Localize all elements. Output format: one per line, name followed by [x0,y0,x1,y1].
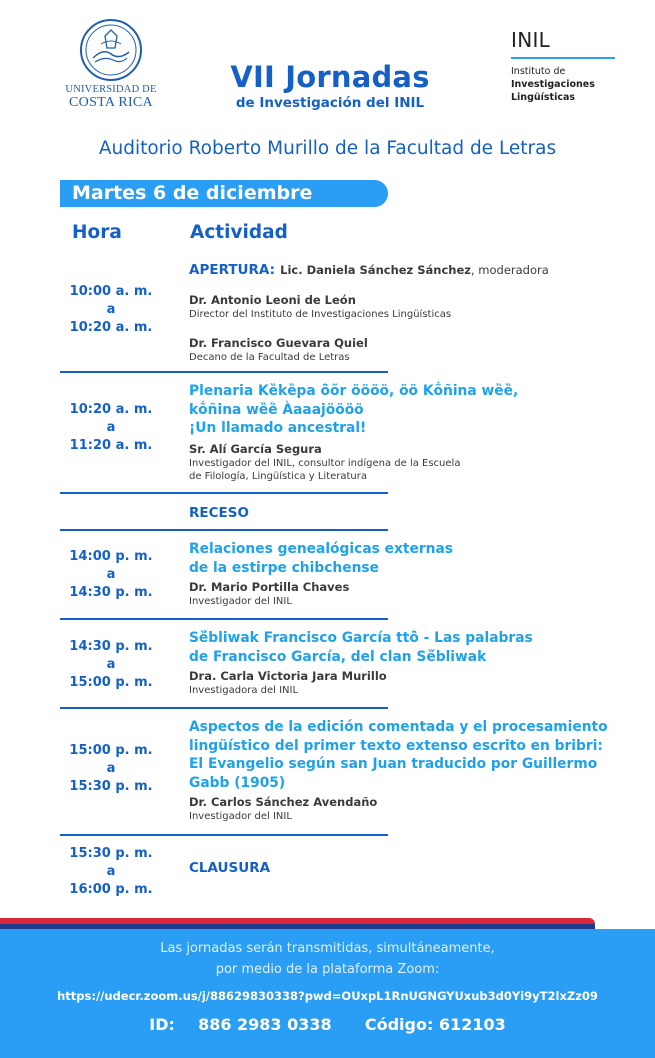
footer-line2: por medio de la plataforma Zoom: [215,962,440,977]
event-title: VII Jornadas [230,60,430,94]
speaker-role: Investigador del INIL, consultor indígena de la Escuela [189,457,461,469]
activity-plenary [189,382,619,483]
ucr-name-line2: COSTA RICA [69,95,153,110]
speaker-name: Dr. Carlos Sánchez Avendaño [189,795,378,809]
zoom-id-label: ID: [149,1015,175,1034]
time-start: 15:30 p. m. [69,846,153,861]
inil-line2: Investigaciones [511,79,595,90]
speaker-role: Director del Instituto de Investigaciones Lingüísticas [189,309,452,320]
break-label: RECESO [189,505,249,521]
activity-opening [189,260,619,364]
speaker-role: de Filología, Lingüística y Literatura [189,470,368,482]
time-end: 10:20 a. m. [69,320,153,335]
zoom-code-value: 612103 [438,1015,506,1034]
time-slot-4 [60,638,162,692]
time-sep: a [106,567,116,582]
speaker-role: Investigador del INIL [189,596,292,607]
speaker-name: Sr. Alí García Segura [189,441,322,456]
time-sep: a [106,657,116,672]
activity-genealogical [189,540,619,608]
time-start: 15:00 p. m. [69,743,153,758]
time-end: 16:00 p. m. [69,882,153,897]
inil-logo [511,28,631,104]
row-divider [60,618,388,620]
zoom-id-value: 886 2983 0338 [198,1015,332,1034]
speaker-role: Investigadora del INIL [189,685,299,696]
inil-line3: Lingüísticas [511,92,576,103]
footer-line1: Las jornadas serán transmitidas, simultáneamente, [160,941,495,956]
time-end: 14:30 p. m. [69,585,153,600]
time-end: 11:20 a. m. [69,438,153,453]
time-start: 14:30 p. m. [69,639,153,654]
inil-rule [511,57,615,59]
row-divider [60,492,388,494]
row-divider [60,834,388,836]
time-start: 14:00 p. m. [69,549,153,564]
time-sep: a [106,302,116,317]
row-divider [60,707,388,709]
footer [0,929,655,1058]
activity-title: Aspectos de la edición comentada y el procesamiento [189,719,608,735]
activity-title: Gabb (1905) [189,774,286,791]
date-label: Martes 6 de diciembre [72,182,313,204]
time-slot-3 [60,548,162,602]
activity-gospel-edition [189,718,619,823]
speaker-name: Dra. Carla Victoria Jara Murillo [189,669,387,683]
event-subtitle: de Investigación del INIL [235,95,425,111]
speaker-role: Decano de la Facultad de Letras [189,352,350,363]
speaker-name: Dr. Antonio Leoni de León [189,293,356,307]
closing-label: CLAUSURA [189,860,271,876]
ucr-seal-icon [79,18,143,82]
speaker-name: Dr. Mario Portilla Chaves [189,580,350,594]
column-header-activity: Actividad [190,222,288,243]
zoom-code-label: Código: [364,1015,434,1034]
activity-title: de la estirpe chibchense [189,559,379,576]
activity-title: ¡Un llamado ancestral! [189,420,367,436]
activity-title: El Evangelio según san Juan traducido por Guillermo [189,756,598,772]
row-divider [60,371,388,373]
zoom-credentials [0,1015,655,1034]
speaker-name: Dr. Francisco Guevara Quiel [189,336,368,350]
ucr-name-line1: UNIVERSIDAD DE [65,84,157,95]
time-slot-5 [60,742,162,796]
time-slot-6 [60,845,162,899]
moderator-role: , moderadora [470,263,549,277]
time-start: 10:00 a. m. [69,284,153,299]
inil-line1: Instituto de [511,66,566,77]
moderator-name: Lic. Daniela Sánchez Sánchez [280,263,471,277]
activity-title: Plenaria Kȅkȅpa ö̀õr öööö, öö Kṍñina wȅȅ, [189,383,519,399]
activity-title: de Francisco García, del clan Sȅ́bliwak [189,648,487,665]
time-sep: a [106,864,116,879]
row-divider [60,529,388,531]
time-sep: a [106,420,116,435]
time-slot-2 [60,401,162,455]
time-end: 15:30 p. m. [69,779,153,794]
activity-title: kṍñina wȅȅ Àaaajöööö [189,401,364,418]
activity-title: Relaciones genealógicas externas [189,541,454,557]
time-start: 10:20 a. m. [69,402,153,417]
ucr-logo [62,18,160,110]
opening-label: APERTURA: [189,262,276,278]
column-header-time: Hora [72,222,122,243]
activity-sebliwak [189,629,619,697]
date-banner [60,180,388,207]
time-slot-1 [60,283,162,337]
time-end: 15:00 p. m. [69,675,153,690]
time-sep: a [106,761,116,776]
inil-name: INIL [511,28,551,52]
venue: Auditorio Roberto Murillo de la Facultad de Letras [98,138,557,159]
speaker-role: Investigador del INIL [189,811,292,822]
zoom-link[interactable]: https://udecr.zoom.us/j/88629830338?pwd=OUxpL1RnUGNGYUxub3d0Yi9yT2lxZz09 [57,989,598,1003]
activity-title: Sȅ́bliwak Francisco García ttö̀ - Las palabras [189,630,533,646]
activity-title: lingüístico del primer texto extenso escrito en bribri: [189,737,603,754]
